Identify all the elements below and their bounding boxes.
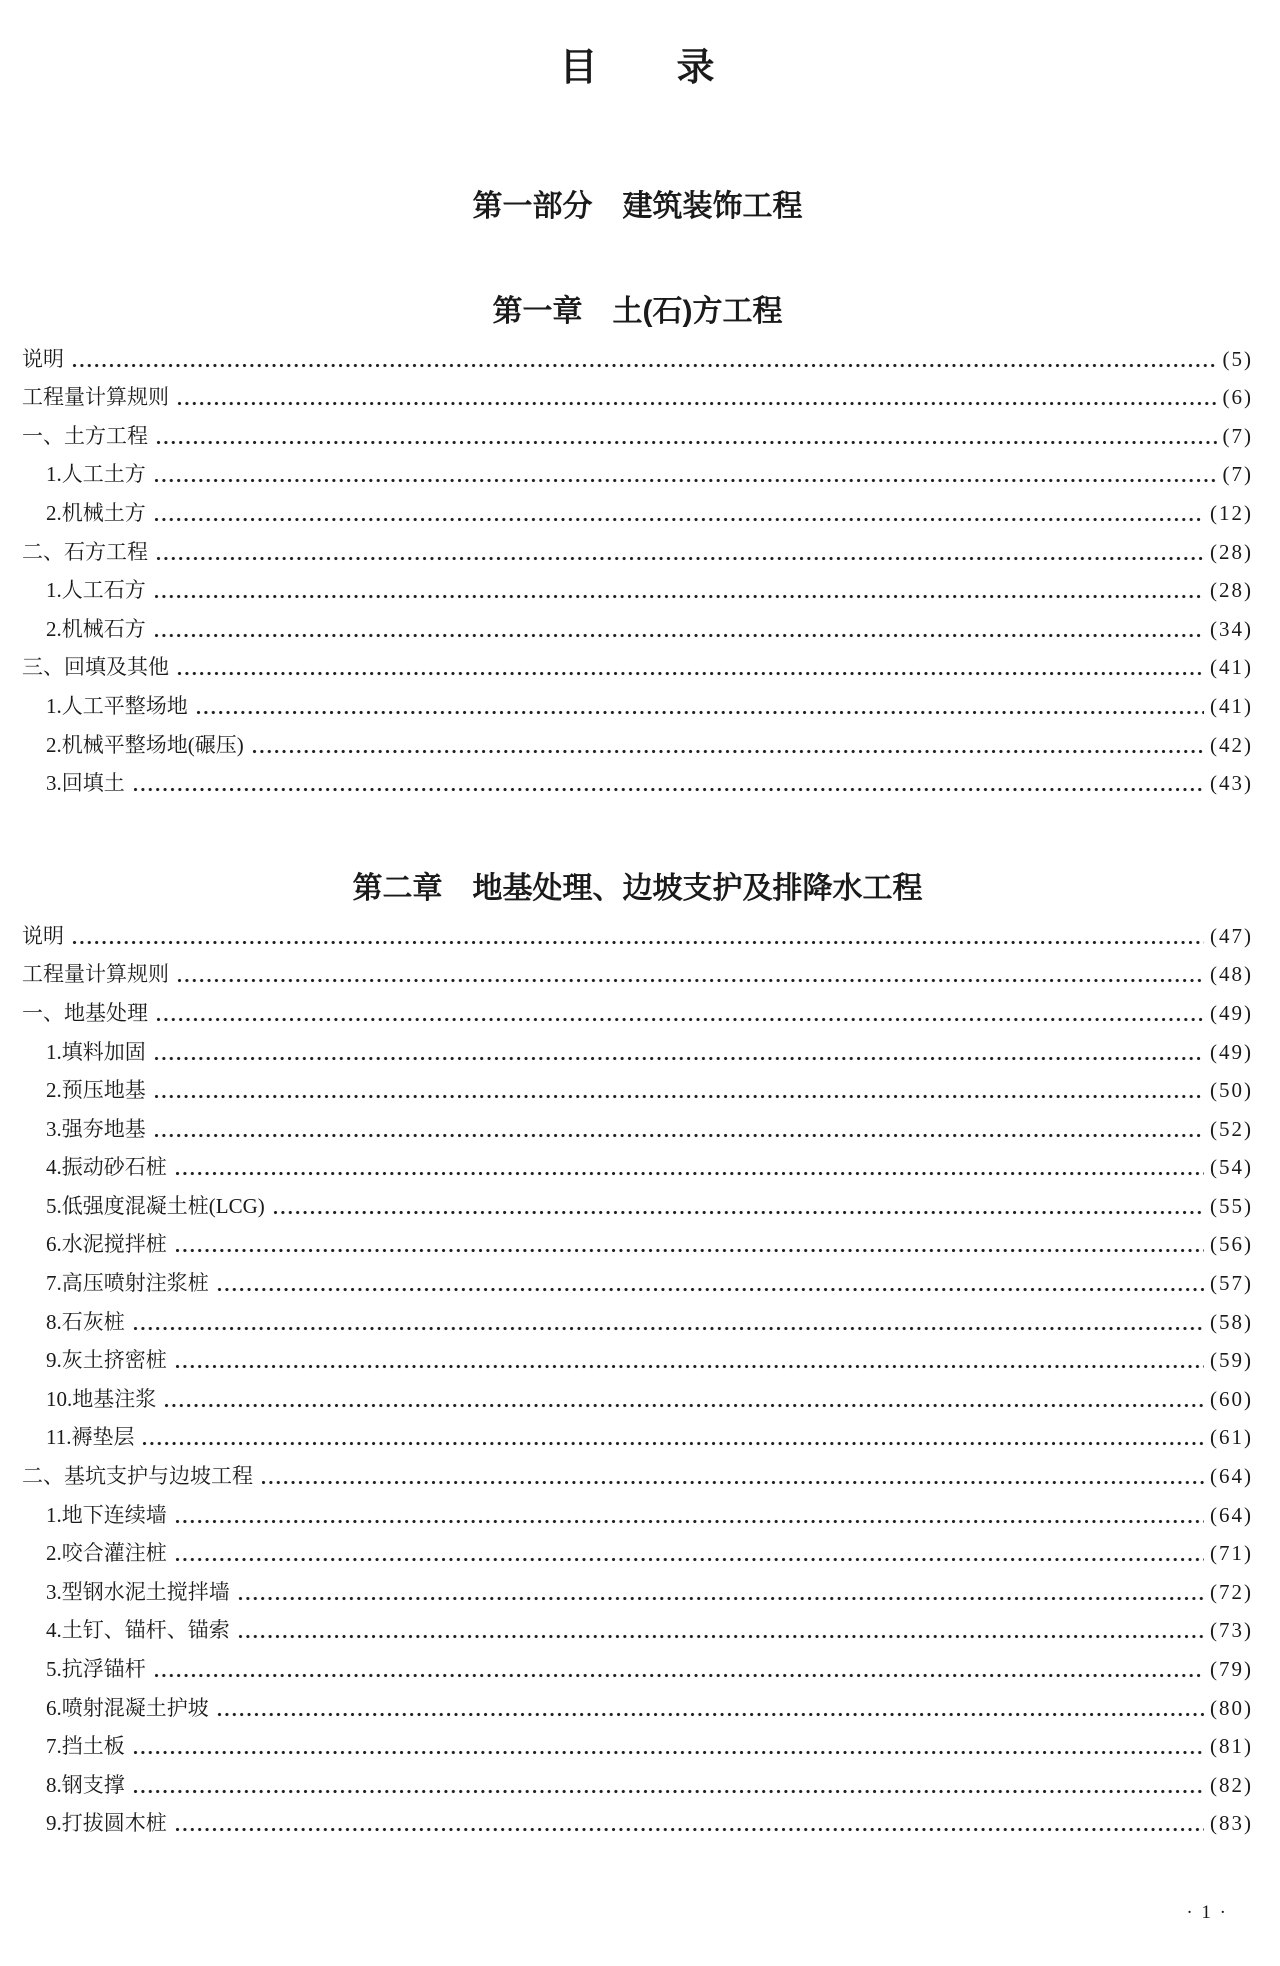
toc-entry-label: 6.水泥搅拌桩	[46, 1232, 167, 1257]
toc-entry	[22, 1262, 1253, 1301]
toc-entry-label: 5.抗浮锚杆	[46, 1657, 146, 1681]
toc-entry-label: 2.机械土方	[46, 500, 146, 525]
toc-entry-page: (64)	[1210, 1502, 1253, 1527]
toc-entry-page: (82)	[1210, 1772, 1253, 1797]
toc-entry-page: (42)	[1210, 732, 1253, 757]
toc-entry	[22, 1610, 1253, 1649]
dot-leader	[177, 401, 1217, 406]
toc-entry-page: (59)	[1210, 1348, 1253, 1373]
dot-leader	[261, 1480, 1204, 1485]
toc-entry-label: 1.人工平整场地	[46, 693, 188, 718]
dot-leader	[175, 1557, 1204, 1562]
toc-entry-page: (83)	[1210, 1811, 1253, 1836]
toc-entry	[22, 1108, 1253, 1147]
toc-entry-label: 5.低强度混凝土桩(LCG)	[46, 1193, 265, 1218]
dot-leader	[154, 517, 1204, 522]
toc-entry-page: (73)	[1210, 1618, 1253, 1643]
dot-leader	[252, 749, 1204, 754]
toc-entry-page: (50)	[1210, 1078, 1253, 1103]
toc-entry	[22, 647, 1253, 686]
toc-entry	[22, 1301, 1253, 1340]
toc-entry-page: (72)	[1210, 1579, 1253, 1604]
toc-entry	[22, 338, 1253, 377]
toc-entry-page: (79)	[1210, 1657, 1253, 1681]
toc-entry-page: (81)	[1210, 1734, 1253, 1759]
dot-leader	[177, 671, 1204, 676]
toc-entry-label: 11.褥垫层	[46, 1425, 135, 1450]
toc-entry-page: (6)	[1222, 385, 1253, 410]
dot-leader	[273, 1210, 1204, 1215]
toc-entry	[22, 1494, 1253, 1533]
toc-entry	[22, 1031, 1253, 1070]
dot-leader	[175, 1171, 1204, 1176]
dot-leader	[72, 363, 1217, 368]
toc-list	[22, 338, 1253, 801]
toc-entry-page: (41)	[1210, 693, 1253, 718]
dot-leader	[133, 787, 1204, 792]
dot-leader	[133, 1750, 1204, 1755]
toc-entry	[22, 454, 1253, 493]
toc-entry-label: 2.咬合灌注桩	[46, 1541, 167, 1566]
toc-entry-page: (48)	[1210, 962, 1253, 987]
toc-entry	[22, 1070, 1253, 1109]
dot-leader	[156, 556, 1204, 561]
toc-entry-page: (52)	[1210, 1116, 1253, 1141]
toc-entry-label: 10.地基注浆	[46, 1386, 157, 1411]
toc-entry-label: 3.型钢水泥土搅拌墙	[46, 1579, 230, 1604]
dot-leader	[154, 633, 1204, 638]
dot-leader	[196, 710, 1204, 715]
dot-leader	[154, 1094, 1204, 1099]
toc-entry-label: 2.机械平整场地(碾压)	[46, 732, 244, 757]
dot-leader	[177, 978, 1204, 983]
toc-entry-label: 6.喷射混凝土护坡	[46, 1695, 209, 1720]
dot-leader	[175, 1364, 1204, 1369]
toc-entry-label: 说明	[22, 923, 64, 948]
toc-entry-page: (7)	[1222, 423, 1253, 448]
dot-leader	[154, 478, 1217, 483]
toc-entry-label: 1.填料加固	[46, 1039, 146, 1064]
toc-entry	[22, 1764, 1253, 1803]
toc-entry	[22, 1687, 1253, 1726]
toc-entry-label: 1.人工土方	[46, 462, 146, 487]
dot-leader	[238, 1634, 1204, 1639]
toc-entry-label: 8.石灰桩	[46, 1309, 125, 1334]
dot-leader	[238, 1596, 1204, 1601]
toc-entry-page: (49)	[1210, 1039, 1253, 1064]
toc-entry	[22, 1648, 1253, 1687]
toc-entry	[22, 763, 1253, 802]
toc-entry-page: (80)	[1210, 1695, 1253, 1720]
toc-entry-label: 4.振动砂石桩	[46, 1155, 167, 1180]
toc-entry	[22, 1185, 1253, 1224]
toc-entry	[22, 608, 1253, 647]
toc-entry-label: 一、土方工程	[22, 423, 148, 448]
chapters-container	[22, 294, 1253, 1841]
toc-entry	[22, 1224, 1253, 1263]
toc-entry-page: (5)	[1222, 346, 1253, 371]
toc-entry-label: 2.预压地基	[46, 1078, 146, 1103]
toc-entry-label: 4.土钉、锚杆、锚索	[46, 1618, 230, 1643]
dot-leader	[154, 1133, 1204, 1138]
toc-entry	[22, 1803, 1253, 1842]
toc-entry-page: (49)	[1210, 1000, 1253, 1025]
dot-leader	[156, 1017, 1204, 1022]
toc-entry-page: (56)	[1210, 1232, 1253, 1257]
toc-entry-page: (60)	[1210, 1386, 1253, 1411]
toc-entry-label: 一、地基处理	[22, 1000, 148, 1025]
toc-entry	[22, 992, 1253, 1031]
dot-leader	[154, 1056, 1204, 1061]
toc-entry	[22, 1378, 1253, 1417]
toc-entry-page: (28)	[1210, 539, 1253, 564]
dot-leader	[142, 1441, 1204, 1446]
dot-leader	[175, 1519, 1204, 1524]
toc-entry-label: 8.钢支撑	[46, 1772, 125, 1797]
dot-leader	[217, 1287, 1204, 1292]
footer-page-number: · 1 ·	[1186, 1902, 1228, 1923]
toc-list	[22, 915, 1253, 1841]
toc-entry-page: (7)	[1222, 462, 1253, 487]
part-heading: 第一部分 建筑装饰工程	[472, 190, 803, 223]
toc-entry	[22, 1147, 1253, 1186]
chapter-heading-2: 第二章 地基处理、边坡支护及排降水工程	[352, 872, 923, 906]
toc-entry-page: (47)	[1210, 923, 1253, 948]
toc-entry-page: (64)	[1210, 1464, 1253, 1489]
toc-entry	[22, 1417, 1253, 1456]
toc-entry-page: (55)	[1210, 1193, 1253, 1218]
toc-entry-label: 2.机械石方	[46, 616, 146, 641]
dot-leader	[175, 1248, 1204, 1253]
toc-entry-page: (28)	[1210, 578, 1253, 603]
toc-entry-label: 说明	[22, 346, 64, 371]
toc-entry	[22, 1340, 1253, 1379]
toc-entry-label: 3.回填土	[46, 771, 125, 796]
dot-leader	[154, 1673, 1204, 1678]
toc-entry-label: 9.打拔圆木桩	[46, 1811, 167, 1836]
toc-entry	[22, 531, 1253, 570]
chapter-heading-1: 第一章 土(石)方工程	[492, 295, 783, 328]
page-title: 目 录	[559, 47, 716, 89]
toc-entry	[22, 377, 1253, 416]
dot-leader	[154, 594, 1204, 599]
dot-leader	[175, 1827, 1204, 1832]
toc-entry-page: (58)	[1210, 1309, 1253, 1334]
toc-entry	[22, 415, 1253, 454]
toc-entry	[22, 954, 1253, 993]
toc-entry-label: 7.挡土板	[46, 1734, 125, 1759]
toc-entry	[22, 1455, 1253, 1494]
toc-entry	[22, 685, 1253, 724]
toc-entry-label: 工程量计算规则	[22, 385, 169, 410]
toc-entry-page: (57)	[1210, 1271, 1253, 1296]
toc-entry-label: 1.地下连续墙	[46, 1502, 167, 1527]
toc-entry-page: (43)	[1210, 771, 1253, 796]
toc-entry	[22, 570, 1253, 609]
toc-entry-page: (54)	[1210, 1155, 1253, 1180]
toc-entry-page: (71)	[1210, 1541, 1253, 1566]
dot-leader	[156, 440, 1217, 445]
dot-leader	[72, 940, 1204, 945]
toc-entry-page: (41)	[1210, 655, 1253, 680]
toc-entry	[22, 1533, 1253, 1572]
toc-entry	[22, 1571, 1253, 1610]
toc-entry-label: 9.灰土挤密桩	[46, 1348, 167, 1373]
toc-entry-label: 3.强夯地基	[46, 1116, 146, 1141]
dot-leader	[217, 1712, 1204, 1717]
toc-entry-label: 二、基坑支护与边坡工程	[22, 1464, 253, 1489]
dot-leader	[133, 1326, 1204, 1331]
toc-entry	[22, 724, 1253, 763]
toc-entry	[22, 492, 1253, 531]
toc-entry	[22, 1726, 1253, 1765]
toc-entry-label: 三、回填及其他	[22, 655, 169, 680]
toc-entry-page: (12)	[1210, 500, 1253, 525]
toc-entry-page: (61)	[1210, 1425, 1253, 1450]
toc-entry-label: 工程量计算规则	[22, 962, 169, 987]
toc-entry-label: 二、石方工程	[22, 539, 148, 564]
toc-entry-page: (34)	[1210, 616, 1253, 641]
dot-leader	[164, 1403, 1204, 1408]
dot-leader	[133, 1789, 1204, 1794]
toc-entry-label: 1.人工石方	[46, 578, 146, 603]
toc-entry-label: 7.高压喷射注浆桩	[46, 1271, 209, 1296]
toc-entry	[22, 915, 1253, 954]
toc-page	[0, 46, 1280, 1966]
